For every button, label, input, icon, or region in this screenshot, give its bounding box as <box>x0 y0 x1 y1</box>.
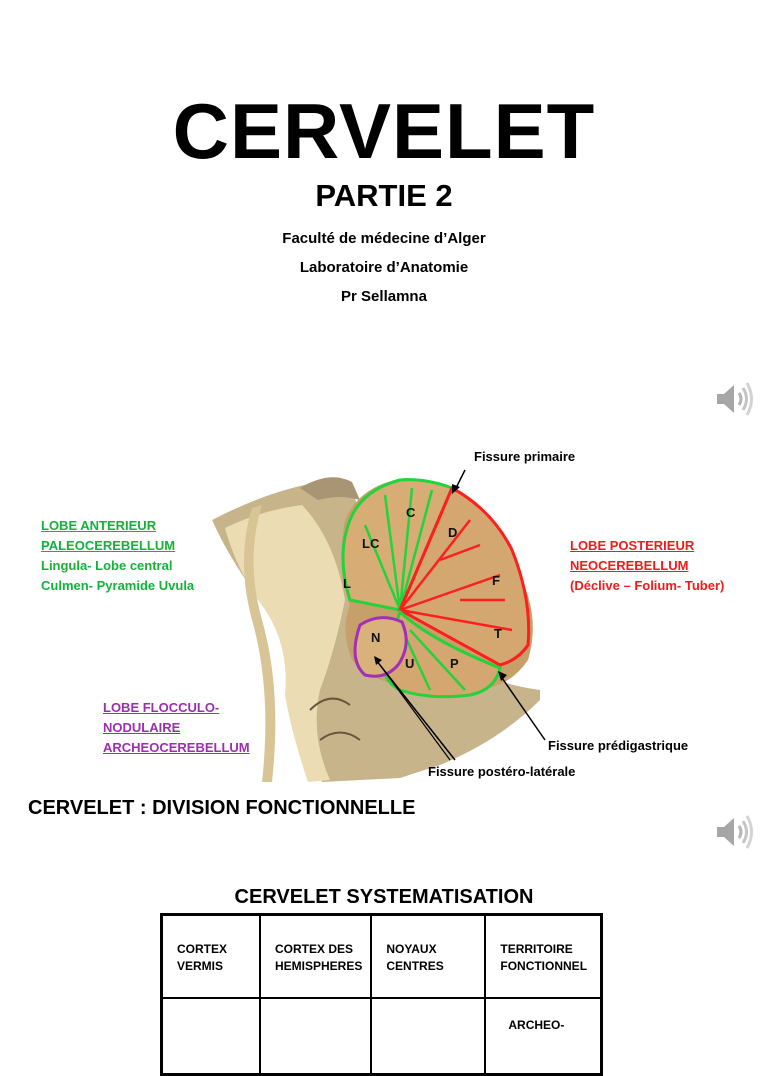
table-row <box>162 915 602 999</box>
region-letter-l: L <box>343 576 351 591</box>
header-text: CORTEX <box>177 942 228 956</box>
table-title: CERVELET SYSTEMATISATION <box>234 886 534 908</box>
table-row <box>162 998 602 1075</box>
label-fissure-postero-laterale: Fissure postéro-latérale <box>428 764 576 779</box>
label-lobe-posterieur <box>570 536 724 596</box>
table-cell <box>485 998 602 1075</box>
lobe-anterieur-title: LOBE ANTERIEUR <box>41 518 157 533</box>
lobe-flocculo-title-2: NODULAIRE <box>103 720 181 735</box>
label-fissure-predigastrique: Fissure prédigastrique <box>548 738 689 753</box>
speaker-icon[interactable] <box>714 812 754 852</box>
lobe-posterieur-type: NEOCEREBELLUM <box>570 558 689 573</box>
lobe-posterieur-parts: (Déclive – Folium- Tuber) <box>570 578 725 593</box>
table-cell <box>371 998 485 1075</box>
table-header-cell <box>162 915 261 999</box>
region-letter-f: F <box>492 573 500 588</box>
label-fissure-primaire: Fissure primaire <box>474 449 576 464</box>
page-subtitle: PARTIE 2 <box>315 178 453 213</box>
table-cell <box>162 998 261 1075</box>
header-text: FONCTIONNEL <box>500 959 588 973</box>
header-text: VERMIS <box>177 959 224 973</box>
table-header-cell <box>260 915 371 999</box>
lobe-posterieur-title: LOBE POSTERIEUR <box>570 538 695 553</box>
table-header-cell <box>485 915 602 999</box>
credit-laboratory: Laboratoire d’Anatomie <box>299 259 469 276</box>
lobe-flocculo-title-1: LOBE FLOCCULO- <box>103 700 220 715</box>
label-lobe-anterieur <box>41 516 194 596</box>
label-lobe-flocculo <box>103 698 250 758</box>
region-letter-n: N <box>371 630 381 645</box>
lobe-anterieur-parts-1: Lingula- Lobe central <box>41 558 173 573</box>
region-letter-u: U <box>405 656 415 671</box>
header-text: NOYAUX <box>386 942 437 956</box>
region-letter-lc: LC <box>362 536 380 551</box>
header-text: TERRITOIRE <box>500 942 573 956</box>
region-letter-t: T <box>494 626 502 641</box>
header-text: CENTRES <box>386 959 444 973</box>
table-header-cell <box>371 915 485 999</box>
header-text: HEMISPHERES <box>275 959 363 973</box>
lobe-flocculo-type: ARCHEOCEREBELLUM <box>103 740 250 755</box>
lobe-anterieur-type: PALEOCEREBELLUM <box>41 538 176 553</box>
lobe-anterieur-parts-2: Culmen- Pyramide Uvula <box>41 578 195 593</box>
region-letter-p: P <box>450 656 459 671</box>
credit-professor: Pr Sellamna <box>341 288 427 305</box>
section-title: CERVELET : DIVISION FONCTIONNELLE <box>28 797 416 819</box>
systematisation-table <box>160 913 603 1076</box>
page-title: CERVELET <box>172 87 596 175</box>
region-letter-d: D <box>448 525 458 540</box>
credit-faculty: Faculté de médecine d’Alger <box>282 230 486 247</box>
region-letter-c: C <box>406 505 416 520</box>
table-cell <box>260 998 371 1075</box>
header-text: CORTEX DES <box>275 942 354 956</box>
speaker-icon[interactable] <box>714 379 754 419</box>
cell-text: ARCHEO- <box>508 1018 565 1032</box>
